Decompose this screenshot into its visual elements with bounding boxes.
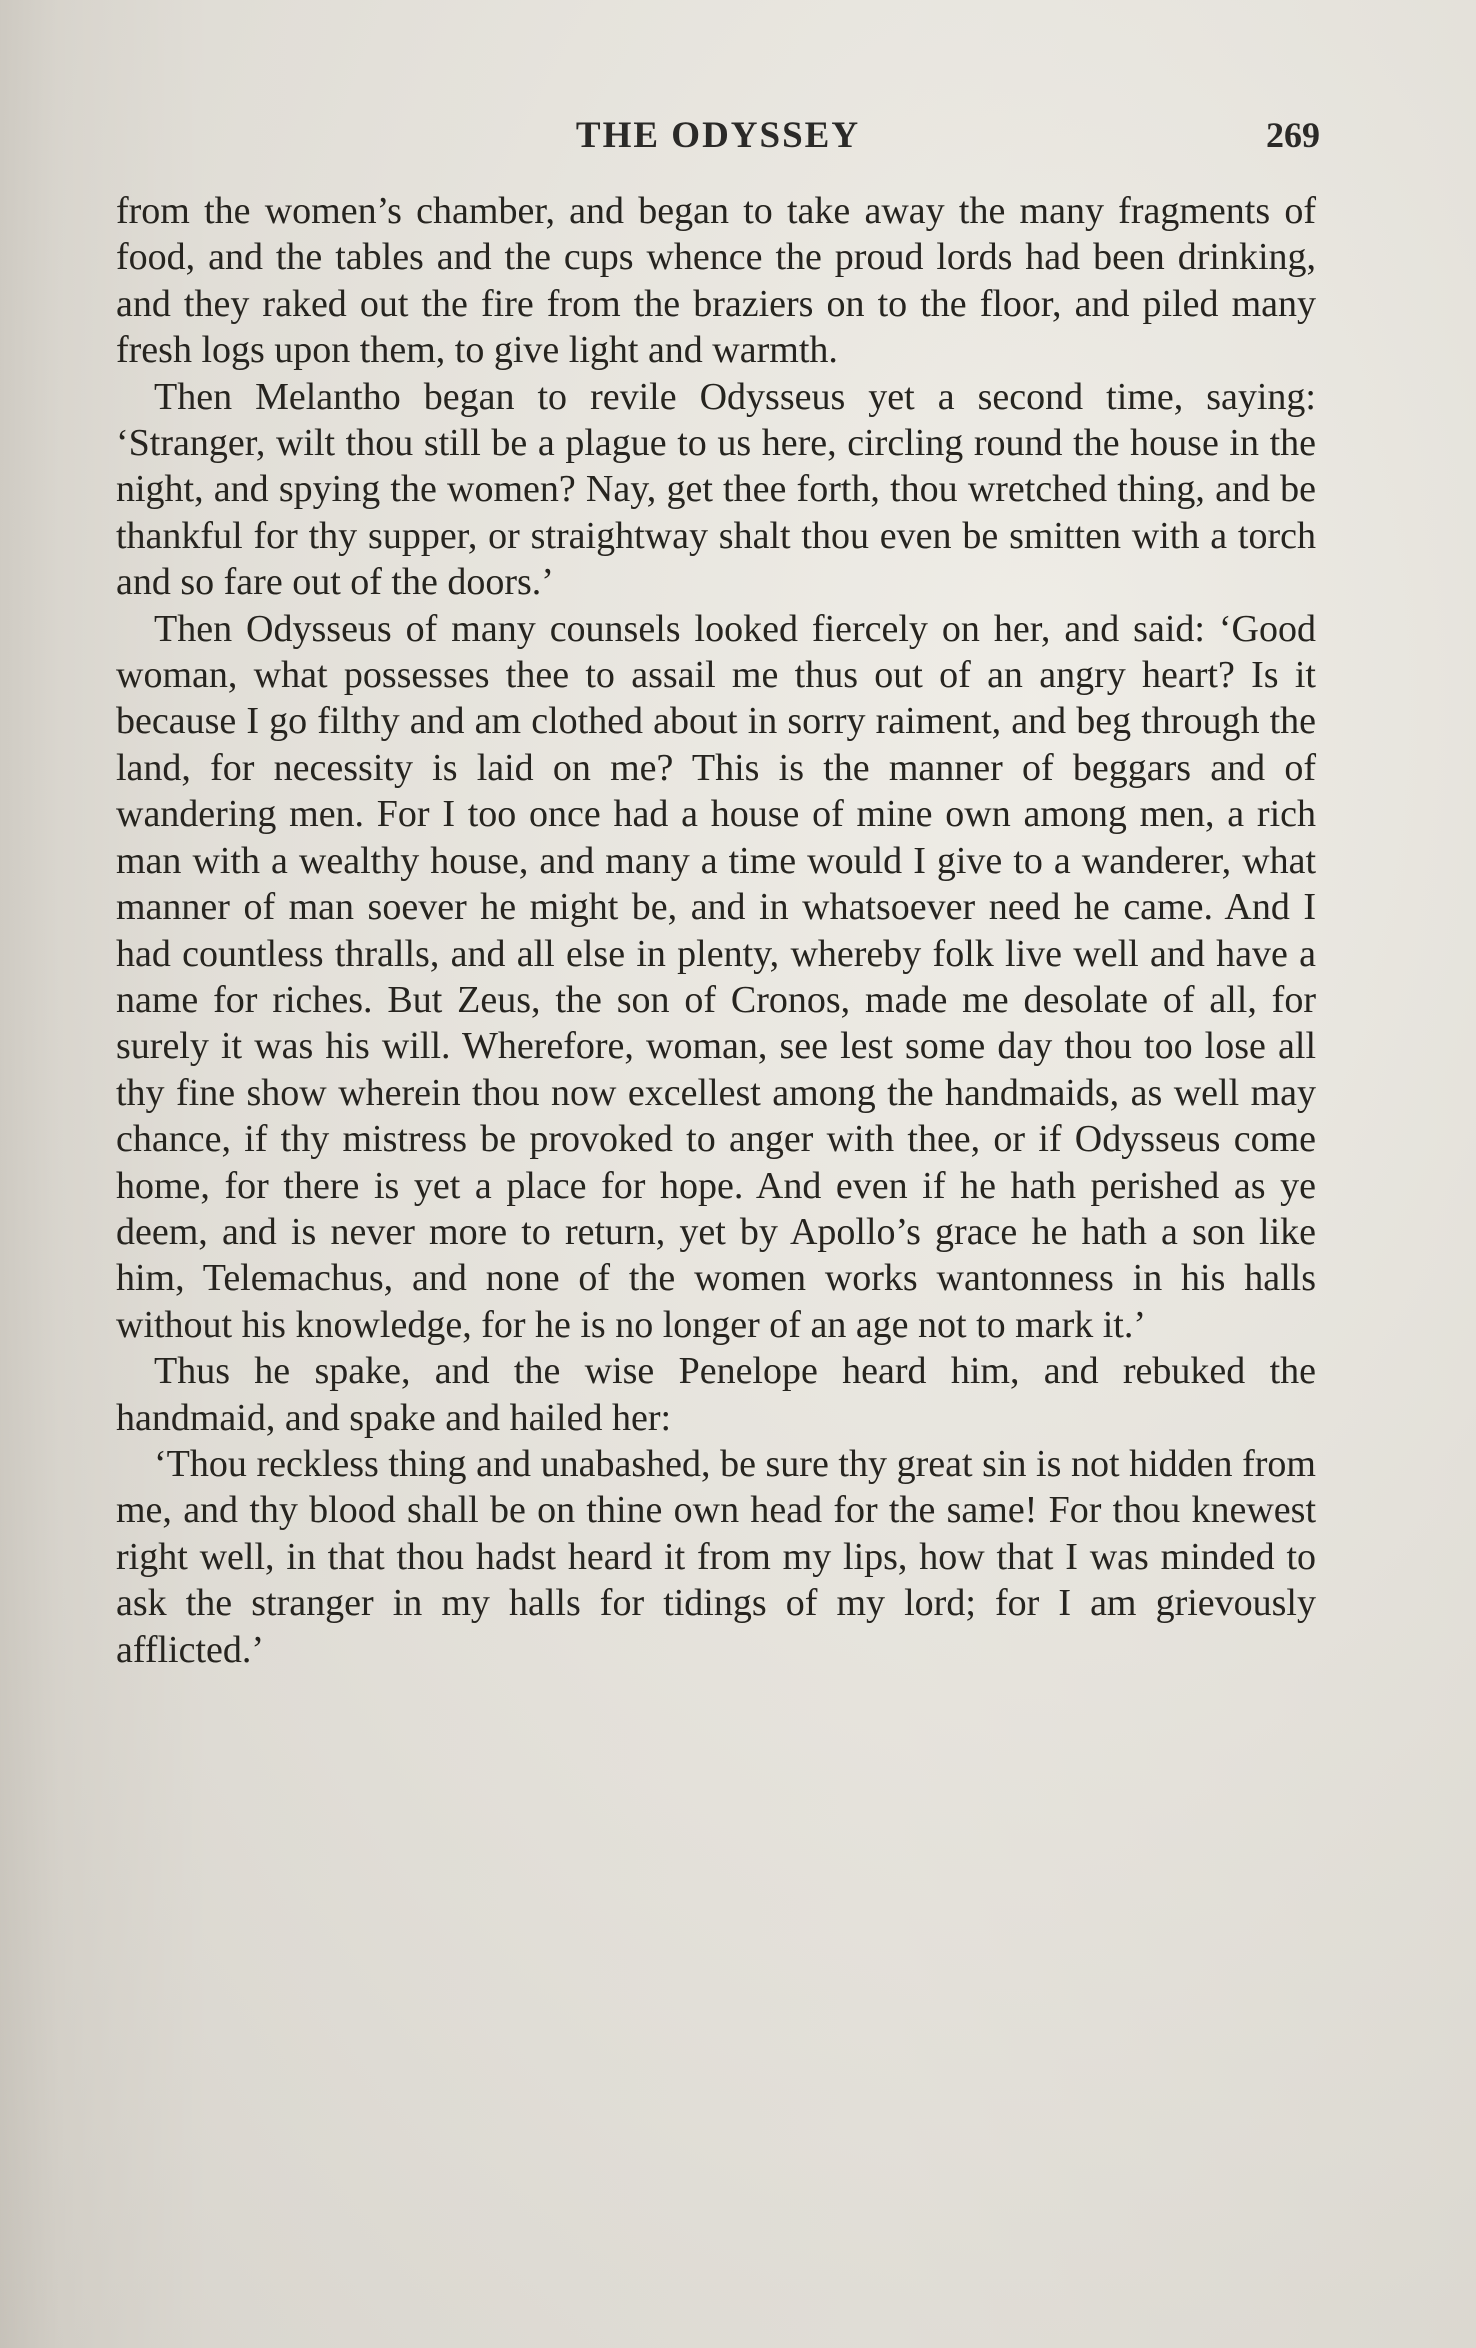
running-head [116, 108, 1320, 164]
paragraph-odysseus-reply: Then Odysseus of many counsels looked fiercely on her, and said: ‘Good woman, what possesses thee to assail me thus out of an angry heart? Is it because I go filthy and am clothed about in sorry raiment, and beg through the land, for necessity is laid on me? This is the manner of beggars and of wandering men. For I too once had a house of mine own among men, a rich man with a wealthy house, and many a time would I give to a wanderer, what manner of man soever he might be, and in whatsoever need he came. And I had countless thralls, and all else in plenty, whereby folk live well and have a name for riches. But Zeus, the son of Cronos, made me desolate of all, for surely it was his will. Wherefore, woman, see lest some day thou too lose all thy fine show wherein thou now excellest among the handmaids, as well may chance, if thy mistress be provoked to anger with thee, or if Odysseus come home, for there is yet a place for hope. And even if he hath perished as ye deem, and is never more to return, yet by Apollo’s grace he hath a son like him, Telemachus, and none of the women works wantonness in his halls without his knowledge, for he is no longer of an age not to mark it.’ [116, 607, 1316, 1346]
paragraph-penelope-rebuke: Thus he spake, and the wise Penelope heard him, and rebuked the handmaid, and spake and hailed her: [116, 1350, 1316, 1439]
running-title: THE ODYSSEY [575, 115, 861, 156]
body-text [116, 188, 1316, 1673]
page-number: 269 [1266, 115, 1320, 155]
paragraph-melantho: Then Melantho began to revile Odysseus yet a second time, saying: ‘Stranger, wilt thou still be a plague to us here, circling round the house in the night, and spying the women? Nay, get thee forth, thou wretched thing, and be thankful for thy supper, or straightway shalt thou even be smitten with a torch and so fare out of the doors.’ [116, 375, 1316, 604]
paragraph-continuation: from the women’s chamber, and began to take away the many fragments of food, and the tables and the cups whence the proud lords had been drinking, and they raked out the fire from the braziers on to the floor, and piled many fresh logs upon them, to give light and warmth. [116, 190, 1316, 372]
paragraph-penelope-speech: ‘Thou reckless thing and unabashed, be sure thy great sin is not hidden from me, and thy blood shall be on thine own head for the same! For thou knewest right well, in that thou hadst heard it from my lips, how that I was minded to ask the stranger in my halls for tidings of my lord; for I am grievously afflicted.’ [116, 1442, 1316, 1671]
